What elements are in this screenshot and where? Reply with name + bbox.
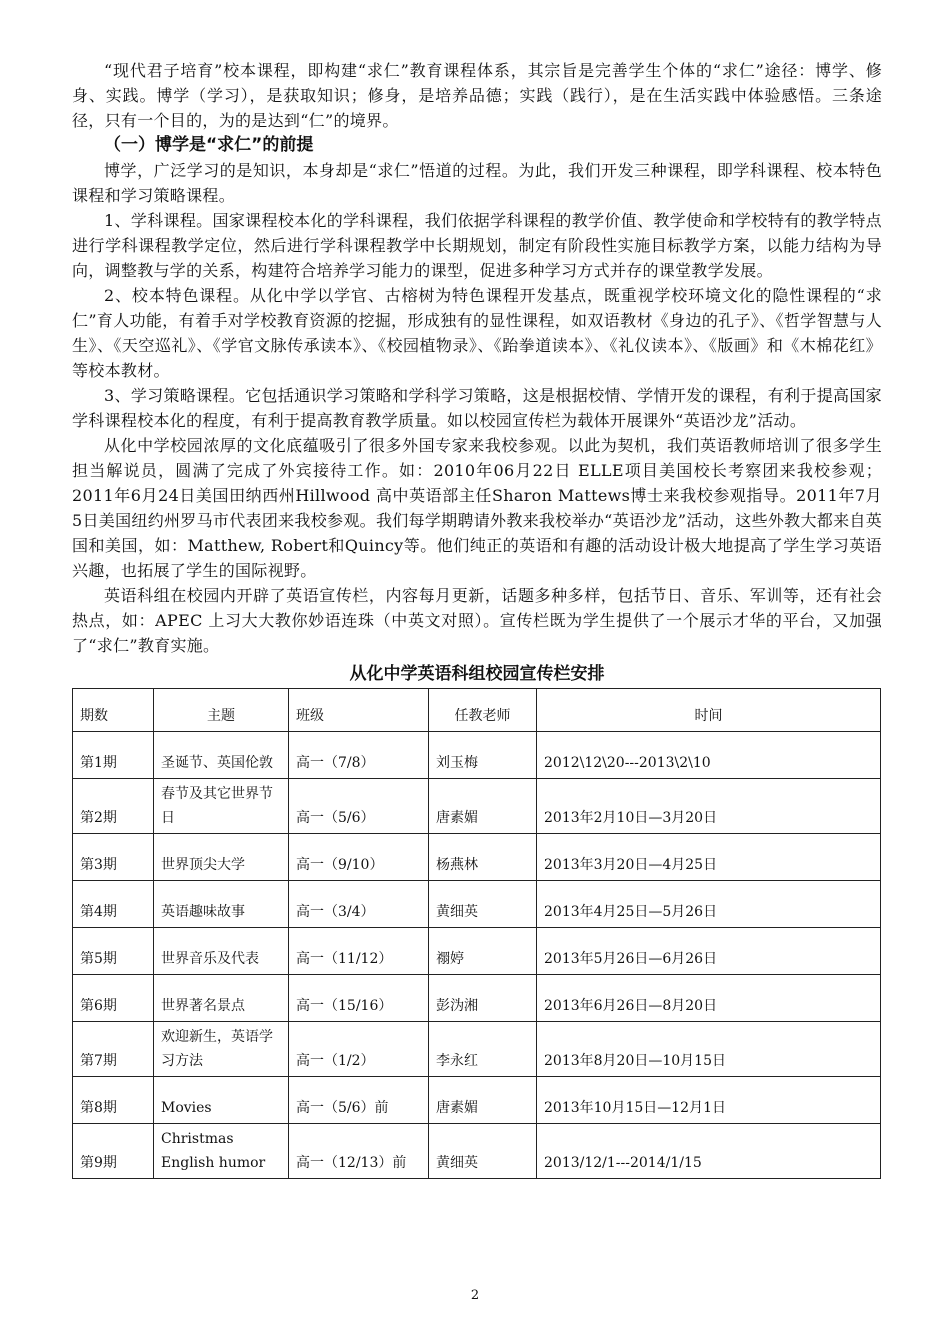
cell-time: 2013年10月15日—12月1日 xyxy=(537,1077,881,1124)
cell-teacher: 黄细英 xyxy=(429,1124,537,1179)
table-header-row xyxy=(73,689,881,732)
cell-topic: Movies xyxy=(154,1077,289,1124)
body-paragraph: 英语科组在校园内开辟了英语宣传栏，内容每月更新，话题多种多样，包括节日、音乐、军训等，还有社会热点，如：APEC 上习大大教你妙语连珠（中英文对照）。宣传栏既为学生提供了一个展示才华的平台，又加强了“求仁”教育实施。 xyxy=(72,586,882,655)
cell-issue: 第9期 xyxy=(73,1124,154,1179)
body-paragraph: 3、学习策略课程。它包括通识学习策略和学科学习策略，这是根据校情、学情开发的课程，有利于提高国家学科课程校本化的程度，有利于提高教育教学质量。如以校园宣传栏为载体开展课外“英语沙龙”活动。 xyxy=(72,386,882,430)
schedule-table xyxy=(72,688,881,1179)
body-paragraph: 2、校本特色课程。从化中学以学官、古榕树为特色课程开发基点，既重视学校环境文化的隐性课程的“求仁”育人功能，有着手对学校教育资源的挖掘，形成独有的显性课程，如双语教材《身边的孔子》、《哲学智慧与人生》、《天空巡礼》、《学官文脉传承读本》、《校园植物录》、《跆拳道读本》、《礼仪读本》、《版画》和《木棉花红》等校本教材。 xyxy=(72,286,882,380)
cell-topic: Christmas English humor xyxy=(154,1124,289,1179)
body-paragraph: 1、学科课程。国家课程校本化的学科课程，我们依据学科课程的教学价值、教学使命和学校特有的教学特点进行学科课程教学定位，然后进行学科课程教学中长期规划，制定有阶段性实施目标教学方案，以能力结构为导向，调整教与学的关系，构建符合培养学习能力的课型，促进多种学习方式并存的课堂教学发展。 xyxy=(72,211,882,280)
table-row xyxy=(73,834,881,881)
header-teacher: 任教老师 xyxy=(429,689,537,732)
cell-topic: 世界著名景点 xyxy=(154,975,289,1022)
header-class: 班级 xyxy=(289,689,429,732)
cell-issue: 第7期 xyxy=(73,1022,154,1077)
cell-class: 高一（1/2） xyxy=(289,1022,429,1077)
cell-teacher: 黄细英 xyxy=(429,881,537,928)
cell-teacher: 唐素媚 xyxy=(429,1077,537,1124)
header-topic: 主题 xyxy=(154,689,289,732)
cell-issue: 第3期 xyxy=(73,834,154,881)
table-row xyxy=(73,928,881,975)
cell-class: 高一（12/13）前 xyxy=(289,1124,429,1179)
document-body xyxy=(72,58,882,1179)
cell-class: 高一（11/12） xyxy=(289,928,429,975)
cell-time: 2013年3月20日—4月25日 xyxy=(537,834,881,881)
header-time: 时间 xyxy=(537,689,881,732)
cell-issue: 第1期 xyxy=(73,732,154,779)
cell-topic: 圣诞节、英国伦敦 xyxy=(154,732,289,779)
cell-time: 2012\12\20---2013\2\10 xyxy=(537,732,881,779)
cell-class: 高一（5/6） xyxy=(289,779,429,834)
cell-time: 2013年6月26日—8月20日 xyxy=(537,975,881,1022)
intro-paragraph: “现代君子培育”校本课程，即构建“求仁”教育课程体系，其宗旨是完善学生个体的“求仁”途径：博学、修身、实践。博学（学习），是获取知识；修身，是培养品德；实践（践行），是在生活实践中体验感悟。三条途径，只有一个目的，为的是达到“仁”的境界。 xyxy=(72,61,882,130)
table-caption: 从化中学英语科组校园宣传栏安排 xyxy=(349,664,605,684)
table-row xyxy=(73,732,881,779)
table-row xyxy=(73,1124,881,1179)
cell-time: 2013年2月10日—3月20日 xyxy=(537,779,881,834)
cell-time: 2013年8月20日—10月15日 xyxy=(537,1022,881,1077)
cell-topic: 世界顶尖大学 xyxy=(154,834,289,881)
page-number: 2 xyxy=(470,1288,480,1303)
cell-issue: 第8期 xyxy=(73,1077,154,1124)
cell-time: 2013年4月25日—5月26日 xyxy=(537,881,881,928)
cell-teacher: 刘玉梅 xyxy=(429,732,537,779)
table-row xyxy=(73,779,881,834)
table-row xyxy=(73,1077,881,1124)
cell-teacher: 杨燕林 xyxy=(429,834,537,881)
table-row xyxy=(73,881,881,928)
section-heading: （一）博学是“求仁”的前提 xyxy=(104,135,314,155)
cell-topic: 世界音乐及代表 xyxy=(154,928,289,975)
table-row xyxy=(73,1022,881,1077)
cell-time: 2013年5月26日—6月26日 xyxy=(537,928,881,975)
cell-topic: 英语趣味故事 xyxy=(154,881,289,928)
cell-class: 高一（5/6）前 xyxy=(289,1077,429,1124)
body-paragraph: 博学，广泛学习的是知识，本身却是“求仁”悟道的过程。为此，我们开发三种课程，即学科课程、校本特色课程和学习策略课程。 xyxy=(72,161,882,205)
body-paragraph: 从化中学校园浓厚的文化底蕴吸引了很多外国专家来我校参观。以此为契机，我们英语教师培训了很多学生担当解说员，圆满了完成了外宾接待工作。如：2010年06月22日 ELLE项目美国校长考察团来我校参观；2011年6月24日美国田纳西州Hillwood 高中英语部主任Sharon Mattews博士来我校参观指导。2011年7月5日美国纽约州罗马市代表团来我校参观。我们每学期聘请外教来我校举办“英语沙龙”活动，这些外教大都来自英国和美国，如：Matthew, Robert和Quincy等。他们纯正的英语和有趣的活动设计极大地提高了学生学习英语兴趣，也拓展了学生的国际视野。 xyxy=(72,436,882,580)
table-body xyxy=(73,732,881,1179)
table-row xyxy=(73,975,881,1022)
cell-class: 高一（7/8） xyxy=(289,732,429,779)
cell-topic: 春节及其它世界节日 xyxy=(154,779,289,834)
cell-class: 高一（3/4） xyxy=(289,881,429,928)
cell-issue: 第2期 xyxy=(73,779,154,834)
cell-topic: 欢迎新生，英语学习方法 xyxy=(154,1022,289,1077)
cell-teacher: 彭沩湘 xyxy=(429,975,537,1022)
cell-class: 高一（15/16） xyxy=(289,975,429,1022)
cell-time: 2013/12/1---2014/1/15 xyxy=(537,1124,881,1179)
cell-teacher: 李永红 xyxy=(429,1022,537,1077)
cell-teacher: 禤婷 xyxy=(429,928,537,975)
cell-issue: 第6期 xyxy=(73,975,154,1022)
cell-issue: 第5期 xyxy=(73,928,154,975)
cell-class: 高一（9/10） xyxy=(289,834,429,881)
header-issue: 期数 xyxy=(73,689,154,732)
cell-teacher: 唐素媚 xyxy=(429,779,537,834)
cell-issue: 第4期 xyxy=(73,881,154,928)
